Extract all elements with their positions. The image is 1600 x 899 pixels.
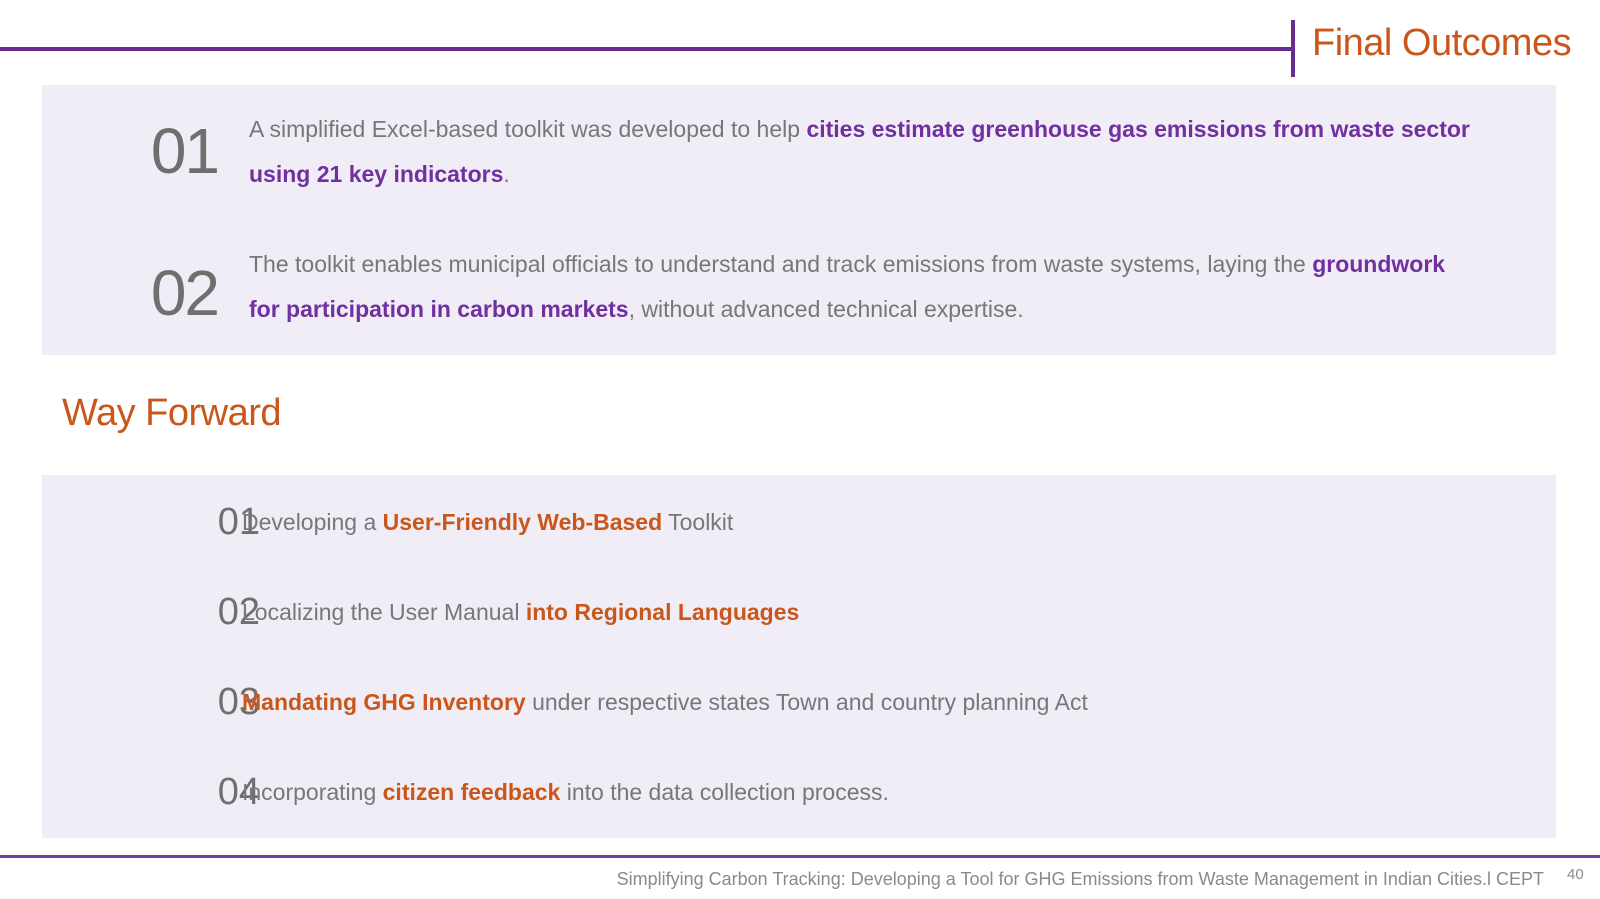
way-forward-number: 04 — [217, 771, 260, 813]
way-forward-text-highlight: citizen feedback — [382, 779, 561, 805]
outcome-text-highlight: cities estimate greenhouse gas emissions from waste sector using 21 key indicators — [249, 116, 1470, 187]
outcome-text — [249, 242, 1479, 332]
way-forward-number: 02 — [217, 591, 260, 633]
section-title-way-forward: Way Forward — [62, 392, 282, 434]
way-forward-item — [42, 497, 1542, 547]
way-forward-text — [242, 685, 1088, 719]
way-forward-item — [42, 767, 1542, 817]
footer-text: Simplifying Carbon Tracking: Developing a Tool for GHG Emissions from Waste Management in Indian Cities.l CEPT — [616, 869, 1544, 889]
outcome-number: 01 — [150, 115, 218, 187]
way-forward-text-plain: into the data collection process. — [560, 779, 889, 805]
outcome-text — [249, 107, 1479, 197]
outcome-text-plain: The toolkit enables municipal officials to understand and track emissions from waste systems, laying the — [249, 251, 1313, 277]
way-forward-number: 01 — [217, 501, 260, 543]
outcomes-panel — [42, 85, 1556, 355]
way-forward-text-highlight: Mandating GHG Inventory — [242, 689, 526, 715]
outcome-text-plain: A simplified Excel-based toolkit was developed to help — [249, 116, 807, 142]
way-forward-text — [242, 775, 889, 809]
footer-rule — [0, 855, 1600, 858]
way-forward-text-plain: Developing a — [242, 509, 383, 535]
outcome-text-plain: . — [503, 161, 510, 187]
outcome-text-plain: , without advanced technical expertise. — [628, 296, 1024, 322]
way-forward-number: 03 — [217, 681, 260, 723]
way-forward-panel — [42, 475, 1556, 838]
way-forward-text-highlight: into Regional Languages — [525, 599, 800, 625]
way-forward-text — [242, 505, 733, 539]
page-number: 40 — [1567, 866, 1584, 883]
way-forward-item — [42, 587, 1542, 637]
slide-title: Final Outcomes — [1312, 22, 1572, 64]
title-accent-bar — [1291, 20, 1295, 77]
way-forward-text-highlight: User-Friendly Web-Based — [382, 509, 663, 535]
way-forward-item — [42, 677, 1542, 727]
header-rule — [0, 47, 1294, 51]
outcome-number: 02 — [150, 257, 218, 329]
way-forward-text-plain: Localizing the User Manual — [242, 599, 526, 625]
outcome-text-highlight: groundwork for participation in carbon markets — [249, 251, 1446, 322]
way-forward-text-plain: Incorporating — [242, 779, 383, 805]
way-forward-text-plain: Toolkit — [662, 509, 734, 535]
way-forward-text-plain: under respective states Town and country planning Act — [525, 689, 1088, 715]
way-forward-text — [242, 595, 799, 629]
